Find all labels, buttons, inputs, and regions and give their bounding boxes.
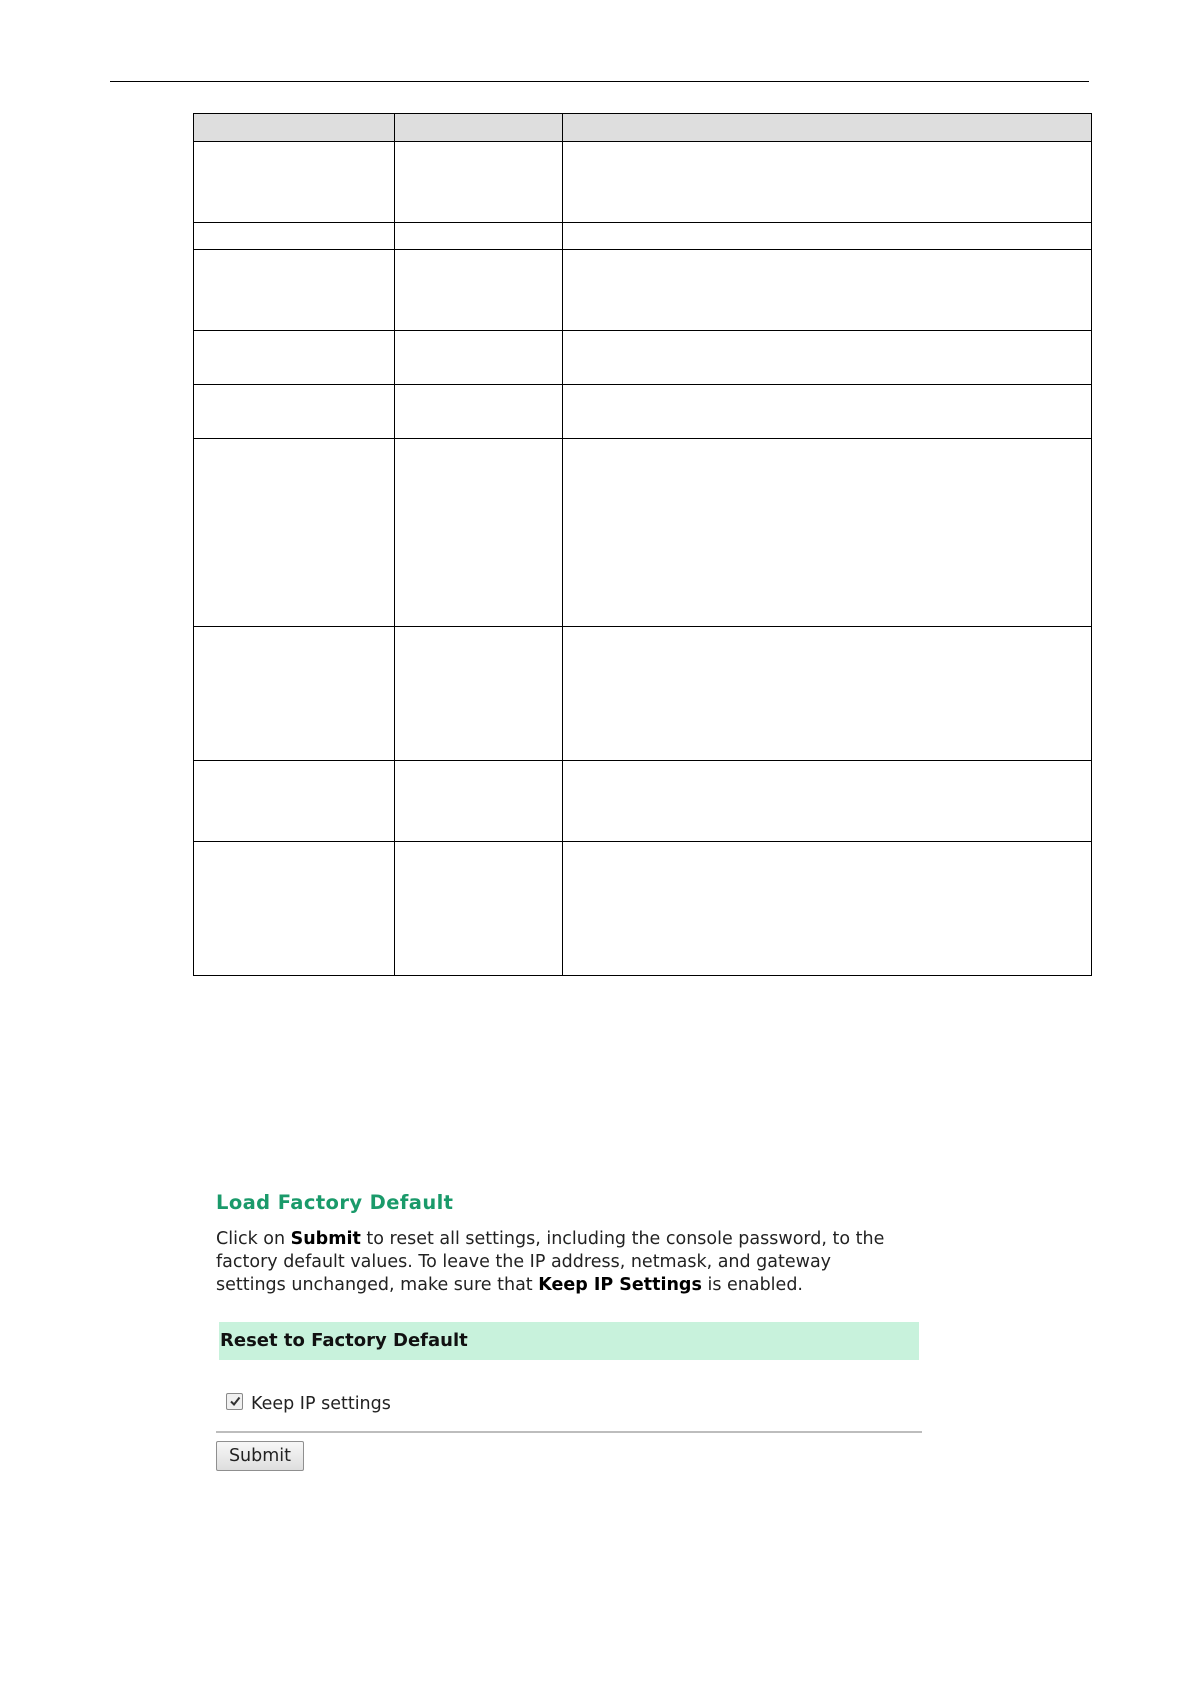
table-cell bbox=[395, 250, 563, 331]
table-row bbox=[194, 250, 1092, 331]
description-text: is enabled. bbox=[701, 1275, 803, 1295]
table-cell bbox=[395, 385, 563, 439]
description-text: to reset all settings, including the console password, to the factory default values. To leave the IP address, netmask, and gateway settings unchanged, make sure that bbox=[216, 1229, 885, 1295]
table-row bbox=[194, 761, 1092, 842]
table-cell bbox=[395, 223, 563, 250]
table-cell bbox=[194, 223, 395, 250]
form-divider bbox=[216, 1431, 922, 1433]
table-cell bbox=[194, 627, 395, 761]
table-header-cell bbox=[395, 114, 563, 142]
description-text: Click on bbox=[216, 1229, 291, 1249]
table-row bbox=[194, 142, 1092, 223]
table-header-row bbox=[194, 114, 1092, 142]
checkmark-icon bbox=[229, 1395, 241, 1407]
table-cell bbox=[563, 439, 1092, 627]
table-cell bbox=[395, 142, 563, 223]
table-cell bbox=[194, 250, 395, 331]
table-cell bbox=[395, 627, 563, 761]
description-bold-keep-ip: Keep IP Settings bbox=[538, 1275, 702, 1295]
table-cell bbox=[194, 385, 395, 439]
table-cell bbox=[563, 331, 1092, 385]
keep-ip-checkbox[interactable] bbox=[226, 1393, 243, 1410]
table-row bbox=[194, 223, 1092, 250]
table-cell bbox=[563, 761, 1092, 842]
table-cell bbox=[563, 142, 1092, 223]
table-cell bbox=[194, 842, 395, 976]
description-bold-submit: Submit bbox=[290, 1229, 361, 1249]
table-cell bbox=[395, 761, 563, 842]
table-header-cell bbox=[194, 114, 395, 142]
section-header: Reset to Factory Default bbox=[219, 1322, 919, 1360]
table-cell bbox=[563, 627, 1092, 761]
table-row bbox=[194, 385, 1092, 439]
table-header-cell bbox=[563, 114, 1092, 142]
table-cell bbox=[194, 142, 395, 223]
submit-button[interactable]: Submit bbox=[216, 1441, 304, 1471]
table-cell bbox=[194, 439, 395, 627]
table-cell bbox=[563, 385, 1092, 439]
table-cell bbox=[395, 439, 563, 627]
keep-ip-settings-row[interactable] bbox=[226, 1392, 391, 1416]
table-row bbox=[194, 627, 1092, 761]
table-cell bbox=[395, 331, 563, 385]
table-cell bbox=[563, 842, 1092, 976]
table-cell bbox=[194, 761, 395, 842]
table-cell bbox=[563, 250, 1092, 331]
keep-ip-label: Keep IP settings bbox=[251, 1394, 391, 1414]
table-cell bbox=[563, 223, 1092, 250]
table-row bbox=[194, 331, 1092, 385]
page-header-rule bbox=[110, 81, 1089, 82]
table-cell bbox=[395, 842, 563, 976]
table-cell bbox=[194, 331, 395, 385]
parameter-table bbox=[193, 113, 1092, 976]
panel-title: Load Factory Default bbox=[216, 1191, 454, 1214]
table-row bbox=[194, 439, 1092, 627]
panel-description bbox=[216, 1228, 906, 1297]
load-factory-default-panel bbox=[216, 1188, 926, 1466]
table-row bbox=[194, 842, 1092, 976]
